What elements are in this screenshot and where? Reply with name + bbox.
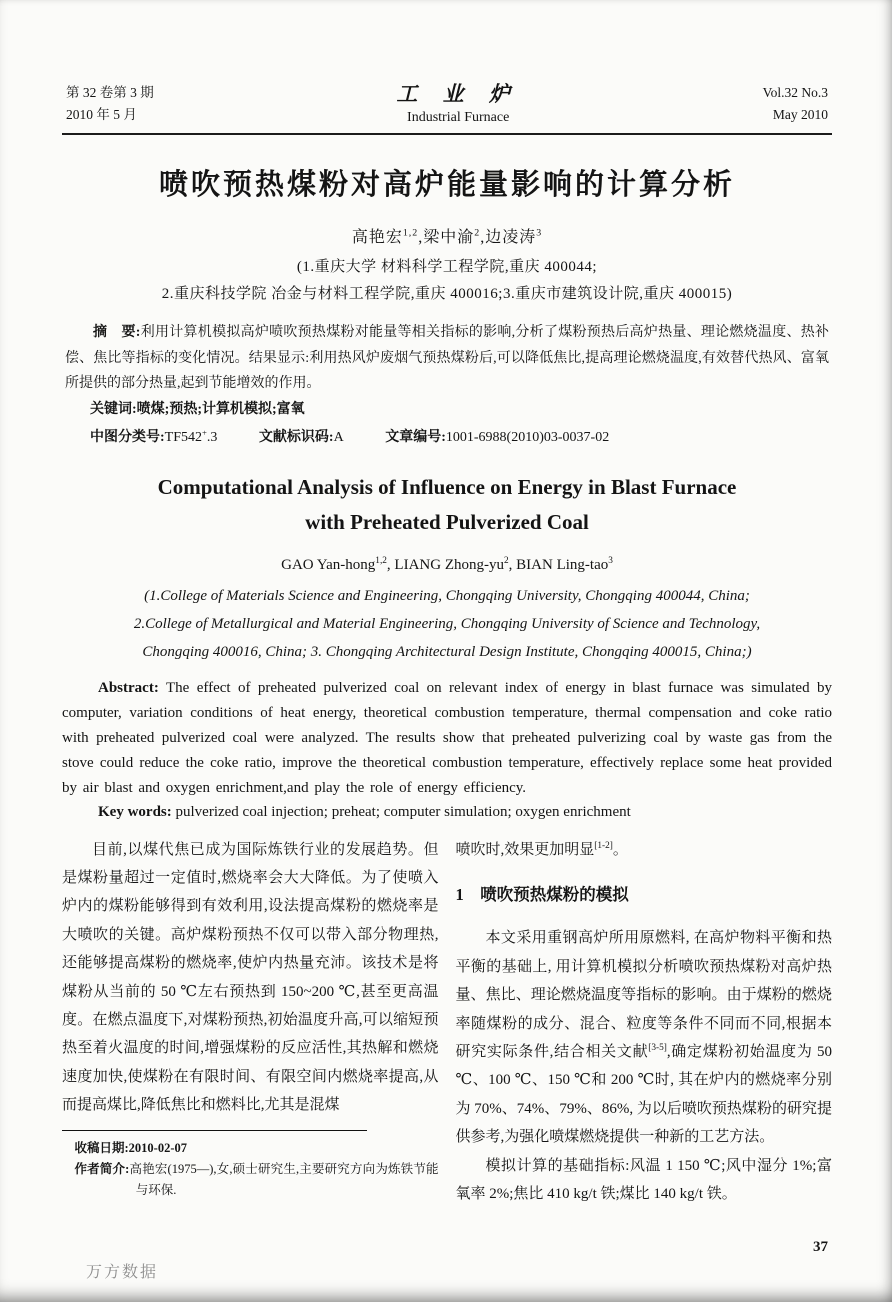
author-cn-sup: 1,2 <box>402 227 419 239</box>
keywords-cn-label: 关键词: <box>90 401 137 417</box>
author-en <box>509 557 613 573</box>
keywords-cn <box>62 398 832 418</box>
received-date: 收稿日期:2010-02-07 <box>74 1140 187 1155</box>
simulation-text-1: 本文采用重钢高炉所用原燃料, 在高炉物料平衡和热平衡的基础上, 用计算机模拟分析喷吹预热煤粉对高炉热量、焦比、理论燃烧温度等指标的影响。由于煤粉的燃烧率随煤粉的成分、混合、粒度等条件不同而不同,根据本研究实际条件,结合相关文献 <box>455 930 832 1060</box>
author-cn-sup: 2 <box>474 227 481 239</box>
simulation-text-2: ,确定煤粉初始温度为 50 ℃、100 ℃、150 ℃和 200 ℃时, 其在炉内的燃烧率分别为 70%、74%、79%、86%, 为以后喷吹预热煤粉的研究提供参考,为强化喷煤燃烧提供一种新的工艺方法。 <box>455 1043 832 1146</box>
left-column <box>62 836 439 1209</box>
clc-value: TF542 <box>164 429 203 445</box>
citation-ref-1-2: [1-2] <box>594 840 613 851</box>
authors-en <box>62 557 832 574</box>
journal-volume-block <box>763 82 828 126</box>
author-cn <box>418 229 480 246</box>
journal-header <box>62 78 832 135</box>
author-cn-name: ,边凌涛 <box>480 229 537 246</box>
paper-title-en <box>62 470 832 540</box>
keywords-en <box>62 804 832 821</box>
clc-sup: + <box>202 426 207 437</box>
continuation-text: 喷吹时,效果更加明显 <box>455 841 595 858</box>
continuation-tail: 。 <box>612 841 628 858</box>
article-meta-line <box>62 426 832 446</box>
section-title: 喷吹预热煤粉的模拟 <box>480 884 629 904</box>
keywords-cn-text: 喷煤;预热;计算机模拟;富氧 <box>136 401 305 417</box>
abstract-en-text: The effect of preheated pulverized coal on relevant index of energy in blast furnace was simulated by computer, variation conditions of heat energy, theoretical combustion temperature, thermal compensation and coke ratio with preheated pulverized coal were analyzed. The results show that preheated pulverizing coal by waste gas from the stove could reduce the coke ratio, improve the theoretical combustion temperature, effectively replace some heat provided by air blast and oxygen enrichment,and play the role of energy efficiency. <box>62 679 832 797</box>
article-id-label: 文章编号: <box>385 429 446 445</box>
affiliation-en-line1: (1.College of Materials Science and Engineering, Chongqing University, Chongqing 400044, China; <box>144 587 750 604</box>
intro-paragraph: 目前,以煤代焦已成为国际炼铁行业的发展趋势。但是煤粉量超过一定值时,燃烧率会大大降低。为了使喷入炉内的煤粉能够得到有效利用,设法提高煤粉的燃烧率是大喷吹的关键。高炉煤粉预热不仅可以带入部分物理热,还能够提高煤粉的燃烧率,使炉内热量充沛。该技术是将煤粉从当前的 50 ℃左右预热到 150~200 ℃,甚至更高温度。在燃点温度下,对煤粉预热,初始温度升高,可以缩短预热至着火温度的时间,增强煤粉的反应活性,其热解和燃烧速度加快,使煤粉在有限时间、有限空间内燃烧率提高,从而提高煤比,降低焦比和燃料比,尤其是混煤 <box>62 841 439 1114</box>
document-code-label: 文献标识码: <box>258 429 334 445</box>
paper-title-en-line1: Computational Analysis of Influence on Energy in Blast Furnace <box>157 474 737 499</box>
document-code-value: A <box>333 429 344 445</box>
affiliation-en-line2: 2.College of Metallurgical and Material Engineering, Chongqing University of Science and Technology, <box>133 615 761 632</box>
article-id <box>385 430 609 445</box>
article-id-value: 1001-6988(2010)03-0037-02 <box>445 429 610 445</box>
continuation-paragraph <box>456 836 833 864</box>
author-cn <box>352 229 418 246</box>
abstract-cn-paragraph <box>65 320 829 397</box>
journal-issue-cn: 第 32 卷第 3 期 <box>66 85 154 100</box>
abstract-cn <box>62 320 832 397</box>
journal-date-cn: 2010 年 5 月 <box>66 107 137 122</box>
citation-ref-3-5: [3-5] <box>648 1042 667 1053</box>
author-cn-name: 高艳宏 <box>351 229 403 246</box>
journal-issue-block <box>66 82 154 126</box>
author-en-name: , LIANG Zhong-yu <box>386 556 504 573</box>
journal-date-en: May 2010 <box>772 107 828 122</box>
affiliations-en <box>62 582 832 666</box>
clc-label: 中图分类号: <box>90 429 165 445</box>
author-bio <box>75 1159 439 1201</box>
journal-vol-en: Vol.32 No.3 <box>762 85 828 100</box>
page-number: 37 <box>813 1239 828 1255</box>
body-columns <box>62 836 832 1209</box>
footnote-inner <box>62 1138 439 1201</box>
right-column <box>456 836 833 1209</box>
clc-tail: .3 <box>206 429 218 445</box>
paper-title-en-line2: with Preheated Pulverized Coal <box>305 509 589 534</box>
clc-number <box>90 426 218 445</box>
author-bio-label: 作者简介: <box>74 1161 130 1176</box>
footnote-divider <box>62 1130 367 1131</box>
author-en-sup: 2 <box>504 555 509 566</box>
author-bio-text: 高艳宏(1975—),女,硕士研究生,主要研究方向为炼铁节能与环保. <box>129 1161 439 1197</box>
wanfang-watermark: 万方数据 <box>86 1264 159 1281</box>
simulation-paragraph <box>456 924 833 1151</box>
author-en-name: GAO Yan-hong <box>281 556 376 573</box>
author-cn-sup: 3 <box>536 227 543 239</box>
section-number: 1 <box>455 884 464 904</box>
authors-cn <box>62 224 832 247</box>
abstract-en-paragraph <box>62 676 832 802</box>
author-en-sup: 1,2 <box>375 555 387 566</box>
abstract-cn-label: 摘 要: <box>93 325 141 340</box>
abstract-en <box>62 676 832 802</box>
document-code <box>259 430 344 445</box>
affiliation-en-line3: Chongqing 400016, China; 3. Chongqing Architectural Design Institute, Chongqing 400015, China;) <box>142 643 752 660</box>
paper-title-cn: 喷吹预热煤粉对高炉能量影响的计算分析 <box>158 169 735 201</box>
keywords-en-label: Key words: <box>98 803 172 820</box>
affiliation-cn-line2: 2.重庆科技学院 冶金与材料工程学院,重庆 400016;3.重庆市建筑设计院,重庆 400015) <box>161 286 733 302</box>
journal-title-block <box>154 78 763 126</box>
footnote-block <box>62 1130 439 1201</box>
keywords-en-text: pulverized coal injection; preheat; computer simulation; oxygen enrichment <box>171 803 631 820</box>
journal-title-en: Industrial Furnace <box>407 110 510 125</box>
journal-title-cn: 工 业 炉 <box>396 82 520 106</box>
author-cn-name: ,梁中渝 <box>418 229 475 246</box>
affiliations-cn <box>62 254 832 308</box>
affiliation-cn-line1: (1.重庆大学 材料科学工程学院,重庆 400044; <box>296 259 598 275</box>
author-en <box>281 557 387 573</box>
basis-paragraph: 模拟计算的基础指标:风温 1 150 ℃;风中湿分 1%;富氧率 2%;焦比 410 kg/t 铁;煤比 140 kg/t 铁。 <box>455 1157 832 1202</box>
abstract-cn-text: 利用计算机模拟高炉喷吹预热煤粉对能量等相关指标的影响,分析了煤粉预热后高炉热量、理论燃烧温度、热补偿、焦比等指标的变化情况。结果显示:利用热风炉废烟气预热煤粉后,可以降低焦比,提高理论燃烧温度,有效替代热风、富氧所提供的部分热量,起到节能增效的作用。 <box>65 325 829 391</box>
author-en-name: , BIAN Ling-tao <box>508 556 609 573</box>
author-cn <box>480 229 542 246</box>
author-en-sup: 3 <box>608 555 613 566</box>
author-en <box>387 557 509 573</box>
abstract-en-label: Abstract: <box>98 679 159 696</box>
section-heading-1 <box>456 881 833 909</box>
